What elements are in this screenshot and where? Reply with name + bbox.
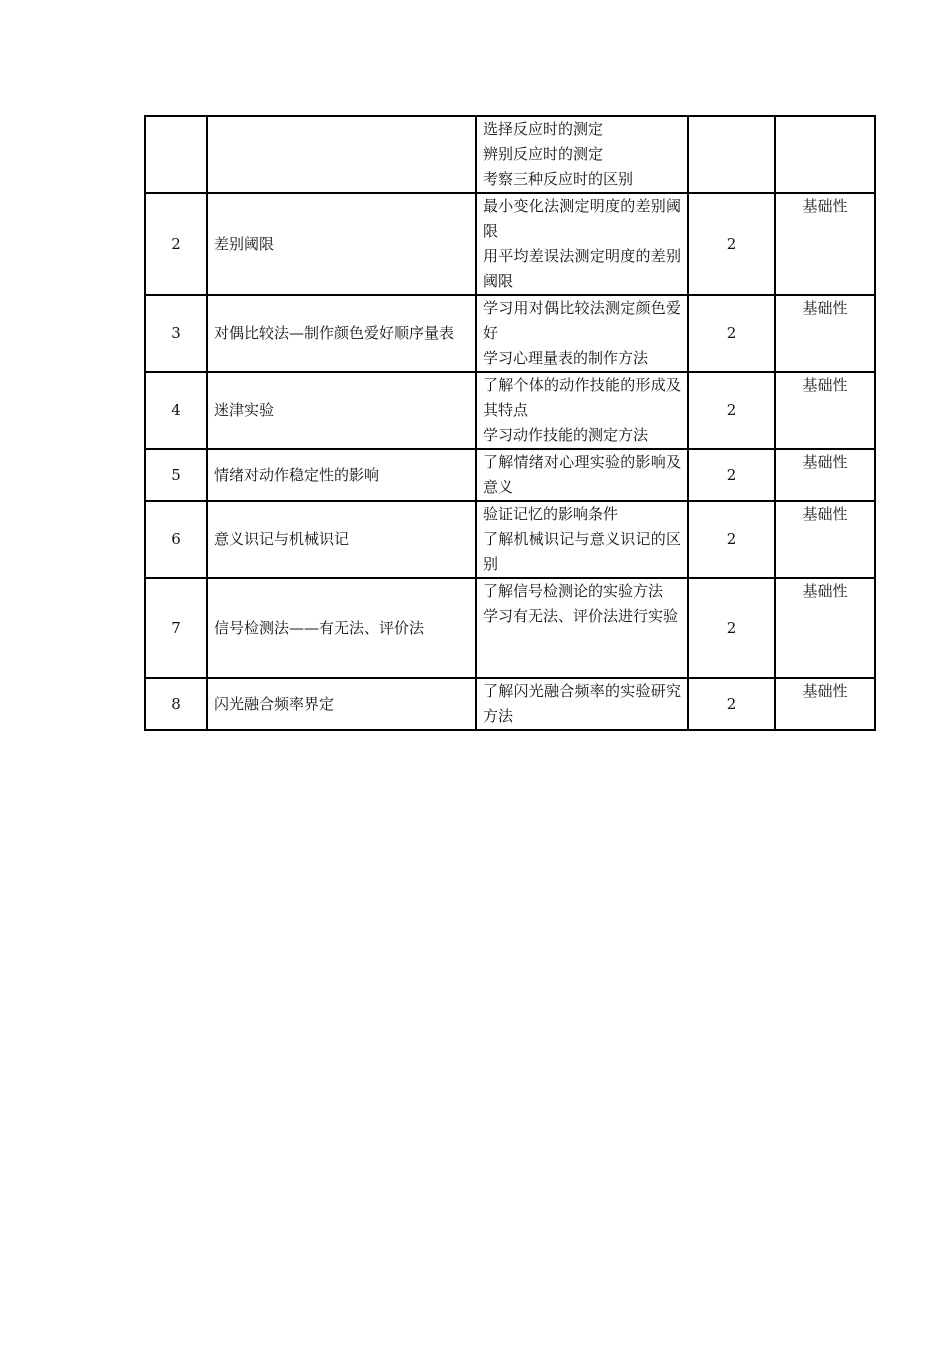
experiment-goal (476, 372, 688, 449)
experiment-type: 基础性 (775, 501, 875, 578)
goal-line: 考察三种反应时的区别 (483, 170, 634, 188)
goal-line: 了解个体的动作技能的形成及其特点 (483, 376, 681, 419)
experiment-goal (476, 678, 688, 730)
table-row (145, 116, 875, 193)
experiment-name: 闪光融合频率界定 (207, 678, 476, 730)
experiment-hours: 2 (688, 295, 775, 372)
goal-line: 最小变化法测定明度的差别阈限 (483, 197, 681, 240)
experiment-hours: 2 (688, 578, 775, 678)
experiment-name: 情绪对动作稳定性的影响 (207, 449, 476, 501)
table-row (145, 449, 875, 501)
goal-line: 验证记忆的影响条件 (483, 505, 619, 523)
row-number: 6 (145, 501, 207, 578)
goal-line: 辨别反应时的测定 (483, 145, 604, 163)
experiment-hours: 2 (688, 449, 775, 501)
experiment-type: 基础性 (775, 578, 875, 678)
experiment-hours: 2 (688, 501, 775, 578)
table-row (145, 295, 875, 372)
table-row (145, 193, 875, 295)
goal-line: 用平均差误法测定明度的差别阈限 (483, 247, 681, 290)
experiment-hours (688, 116, 775, 193)
row-number: 2 (145, 193, 207, 295)
experiment-name: 对偶比较法—制作颜色爱好顺序量表 (207, 295, 476, 372)
experiment-goal (476, 501, 688, 578)
goal-line: 学习心理量表的制作方法 (483, 349, 649, 367)
experiment-type (775, 116, 875, 193)
experiment-type: 基础性 (775, 449, 875, 501)
goal-line: 了解情绪对心理实验的影响及意义 (483, 453, 681, 496)
experiment-type: 基础性 (775, 678, 875, 730)
row-number: 5 (145, 449, 207, 501)
table-row (145, 372, 875, 449)
experiment-name: 意义识记与机械识记 (207, 501, 476, 578)
experiment-goal (476, 193, 688, 295)
experiment-type: 基础性 (775, 295, 875, 372)
goal-line: 学习有无法、评价法进行实验 (483, 607, 679, 625)
experiment-name: 信号检测法——有无法、评价法 (207, 578, 476, 678)
experiment-hours: 2 (688, 193, 775, 295)
row-number: 4 (145, 372, 207, 449)
goal-line: 了解闪光融合频率的实验研究方法 (483, 682, 681, 725)
goal-line: 学习用对偶比较法测定颜色爱好 (483, 299, 681, 342)
experiment-goal (476, 116, 688, 193)
experiment-goal (476, 449, 688, 501)
row-number: 8 (145, 678, 207, 730)
table-row (145, 678, 875, 730)
experiment-type: 基础性 (775, 193, 875, 295)
experiment-name: 迷津实验 (207, 372, 476, 449)
experiment-goal (476, 295, 688, 372)
experiment-table (144, 115, 876, 731)
row-number: 3 (145, 295, 207, 372)
goal-line: 了解机械识记与意义识记的区别 (483, 530, 681, 573)
experiment-name (207, 116, 476, 193)
goal-line: 了解信号检测论的实验方法 (483, 582, 664, 600)
row-number: 7 (145, 578, 207, 678)
goal-line: 选择反应时的测定 (483, 120, 604, 138)
experiment-goal (476, 578, 688, 678)
experiment-hours: 2 (688, 678, 775, 730)
experiment-type: 基础性 (775, 372, 875, 449)
table-row (145, 501, 875, 578)
goal-line: 学习动作技能的测定方法 (483, 426, 649, 444)
experiment-name: 差别阈限 (207, 193, 476, 295)
experiment-hours: 2 (688, 372, 775, 449)
row-number (145, 116, 207, 193)
table-row (145, 578, 875, 678)
